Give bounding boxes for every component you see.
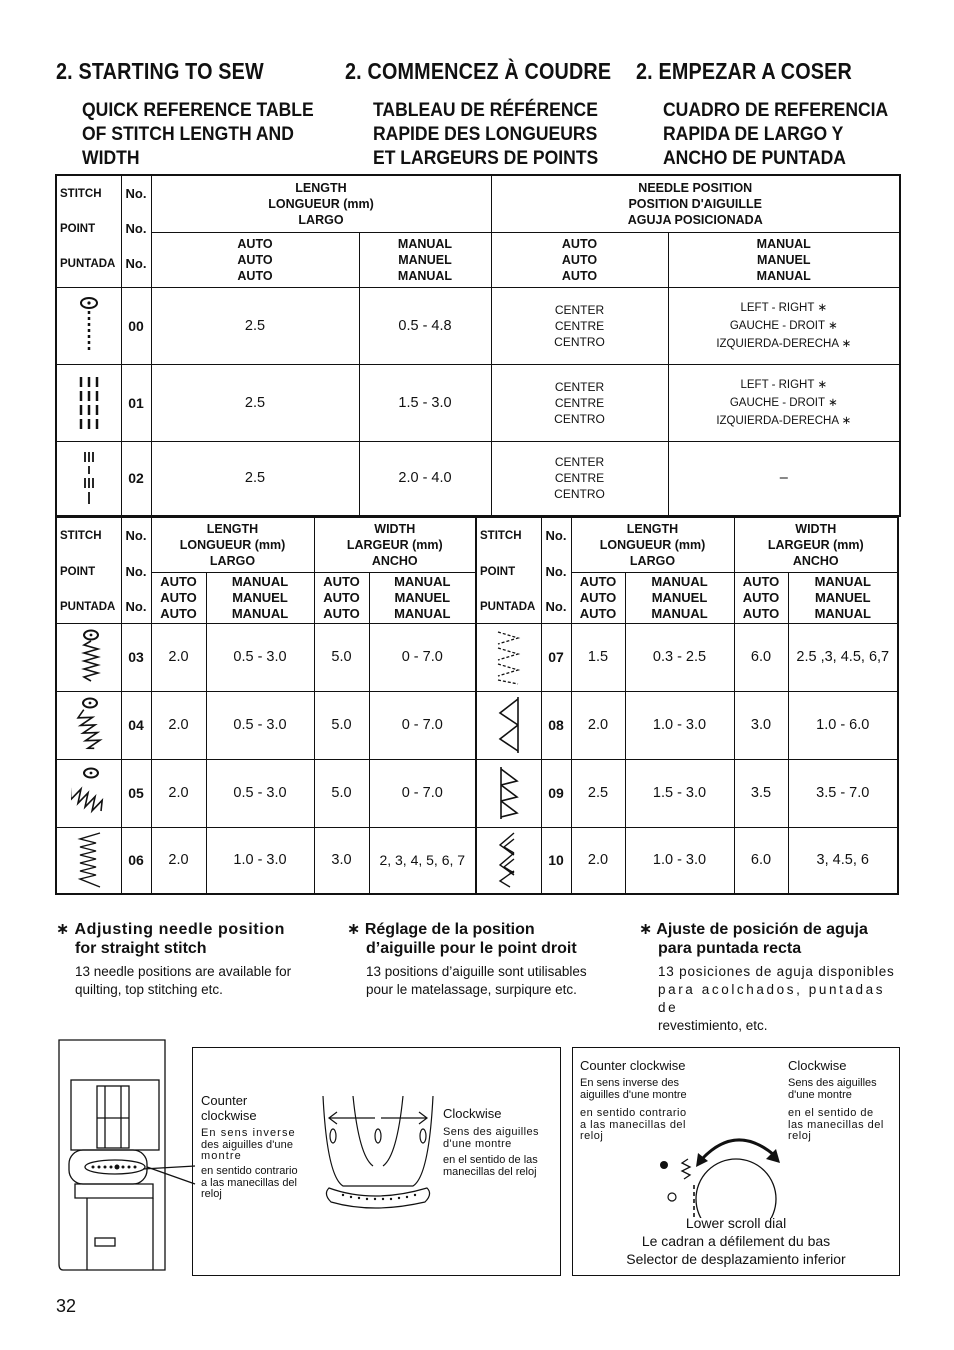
- manual-header: MANUAL MANUEL MANUAL: [359, 232, 491, 287]
- table-row: 06 2.0 1.0 - 3.0 3.0 2, 3, 4, 5, 6, 7 10 2.0 1.0 - 3.0 6.0 3, 4.5, 6: [56, 827, 898, 894]
- basting-stitch-icon: [56, 441, 121, 516]
- straight-stitch-center-icon: [56, 287, 121, 364]
- no-label-cell: No. No. No.: [121, 175, 151, 287]
- length-header: LENGTH LONGUEUR (mm) LARGO: [571, 517, 734, 572]
- zigzag-left-icon: [56, 691, 121, 759]
- auto-header: AUTO AUTO AUTO: [491, 232, 668, 287]
- dial-caption: Lower scroll dial Le cadran a défilement du bas Selector de desplazamiento inferior: [626, 1215, 846, 1267]
- subheading-en: QUICK REFERENCE TABLE OF STITCH LENGTH AND WIDTH: [82, 99, 314, 169]
- subheading-es: CUADRO DE REFERENCIA RAPIDA DE LARGO Y ANCHO DE PUNTADA: [663, 99, 889, 169]
- table-row: 02 2.5 2.0 - 4.0 CENTER CENTRE CENTRO –: [56, 441, 900, 516]
- heading-fr: 2. COMMENCEZ À COUDRE: [345, 58, 612, 84]
- manual-header: MANUAL MANUEL MANUAL: [668, 232, 900, 287]
- width-header: WIDTH LARGEUR (mm) ANCHO: [734, 517, 898, 572]
- overcast-stitch-icon: [476, 759, 541, 827]
- table-row: 01 2.5 1.5 - 3.0 CENTER CENTRE CENTRO LEFT - RIGHT ∗ GAUCHE - DROIT ∗ IZQUIERDA-DERECHA ∗: [56, 364, 900, 441]
- blind-hem-stitch-icon: [476, 691, 541, 759]
- subheading-fr: TABLEAU DE RÉFÉRENCE RAPIDE DES LONGUEURS ET LARGEURS DE POINTS: [373, 99, 599, 169]
- triple-straight-stitch-icon: [56, 364, 121, 441]
- note-en: ∗ Adjusting needle position for straight stitch 13 needle positions are available for quilting, top stitching etc.: [56, 921, 292, 997]
- table-row: 03 2.0 0.5 - 3.0 5.0 0 - 7.0 07 1.5 0.3 - 2.5 6.0 2.5 ,3, 4.5, 6,7: [56, 623, 898, 691]
- needle-position-diagram: Counter clockwise En sens inverse des aiguilles d'une montre en sentido contrario a las manecillas del reloj Clockwise Sens des aiguilles d'une montre en el sentido de las manecillas del reloj: [192, 1047, 561, 1276]
- length-header: LENGTH LONGUEUR (mm) LARGO: [151, 175, 491, 232]
- reference-table-straight: [55, 174, 901, 517]
- note-es: ∗ Ajuste de posición de aguja para puntada recta 13 posiciones de aguja disponibles para acolchados, puntadas de revestimiento, etc.: [639, 921, 895, 1033]
- width-header: WIDTH LARGEUR (mm) ANCHO: [314, 517, 476, 572]
- page-number: 32: [56, 1296, 77, 1316]
- heading-es: 2. EMPEZAR A COSER: [636, 58, 852, 84]
- stitch-label-cell: STITCH POINT PUNTADA: [56, 175, 121, 287]
- zigzag-right-icon: [56, 759, 121, 827]
- scroll-dial-diagram: Counter clockwise En sens inverse des aiguilles d'une montre en sentido contrario a las manecillas del reloj Clockwise Sens des aiguilles d'une montre en el sentido de las manecillas del reloj Lower scroll dial Le cadran a défilement du bas Selector de desplazamiento inferior: [572, 1047, 900, 1276]
- heading-en: 2. STARTING TO SEW: [56, 58, 264, 84]
- table-row: 00 2.5 0.5 - 4.8 CENTER CENTRE CENTRO LEFT - RIGHT ∗ GAUCHE - DROIT ∗ IZQUIERDA-DERECHA ∗: [56, 287, 900, 364]
- auto-header: AUTO AUTO AUTO: [151, 232, 359, 287]
- running-stitch-icon: [476, 623, 541, 691]
- feather-stitch-icon: [476, 827, 541, 894]
- lower-scroll-dial-icon: [658, 1123, 788, 1218]
- table-row: 04 2.0 0.5 - 3.0 5.0 0 - 7.0 08 2.0 1.0 - 3.0 3.0 1.0 - 6.0: [56, 691, 898, 759]
- zigzag-center-icon: [56, 623, 121, 691]
- reference-table-zigzag: STITCH POINT PUNTADA No. No. No. LENGTH LONGUEUR (mm) LARGO WIDTH LARGEUR (mm) ANCHO STITCH POINT PUNTADA No. No. No. LENGTH LONGUEUR (mm) LARGO WIDTH LARGEUR (mm) ANCHO AUTO AUTO AUTO MANUAL MANUEL MANUAL AUTO AUTO AUTO MANUAL MANUEL MANUAL AUTO AUTO AUTO MANUAL MANUEL MANUAL AUTO AUTO AUTO MANUAL MANUEL MANUAL 03 2.0 0.5 - 3.0 5.0 0 - 7.0 07 1.5 0.3 - 2.5 6.0 2.5 ,3, 4.5, 6,7 04 2.0 0.5 - 3.0 5.0 0 - 7.0 08 2.0 1.0 - 3.0 3.0 1.0 - 6.0 05 2.0 0.5 - 3.0 5.0 0 - 7.0 09 2.5 1.5 - 3.0 3.5 3.5 - 7.0 06 2.0 1.0 - 3.0 3.0 2, 3, 4, 5, 6, 7 10 2.0 1.0 - 3.0 6.0 3, 4.5, 6: [55, 516, 899, 895]
- machine-illustration: [57, 1038, 197, 1278]
- multi-zigzag-icon: [56, 827, 121, 894]
- length-header: LENGTH LONGUEUR (mm) LARGO: [151, 517, 314, 572]
- table-row: 05 2.0 0.5 - 3.0 5.0 0 - 7.0 09 2.5 1.5 - 3.0 3.5 3.5 - 7.0: [56, 759, 898, 827]
- needle-plate-icon: [313, 1096, 443, 1216]
- needle-position-header: NEEDLE POSITION POSITION D'AIGUILLE AGUJA POSICIONADA: [491, 175, 900, 232]
- note-fr: ∗ Réglage de la position d’aiguille pour le point droit 13 positions d’aiguille sont utilisables pour le matelassage, surpiqure etc.: [347, 921, 587, 997]
